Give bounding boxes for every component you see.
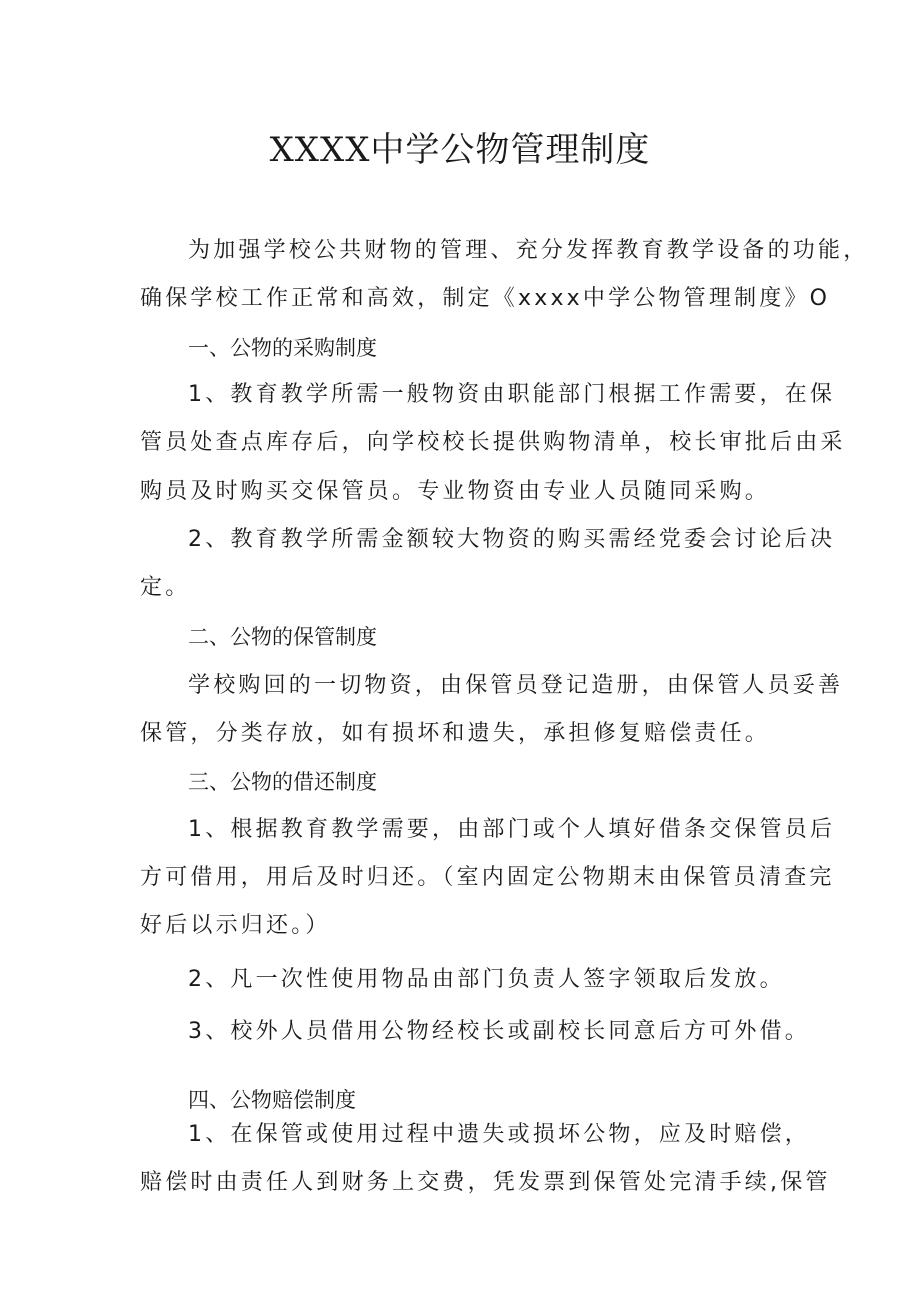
section1-item1-line-1: 1、教育教学所需一般物资由职能部门根据工作需要，在保 [188,382,836,407]
section2-para-line-2: 保管，分类存放，如有损坏和遗失，承担修复赔偿责任。 [140,721,771,746]
section3-item1-line-2: 方可借用，用后及时归还。（室内固定公物期末由保管员清查完 [140,865,835,890]
section4-item1-line-1: 1、在保管或使用过程中遗失或损坏公物，应及时赔偿， [188,1122,810,1147]
document-title: XXXX中学公物管理制度 [269,130,651,170]
intro-line-1: 为加强学校公共财物的管理、充分发挥教育教学设备的功能， [188,238,869,263]
section1-item2-line-2: 定。 [140,575,191,600]
section3-item3: 3、校外人员借用公物经校长或副校长同意后方可外借。 [188,1019,810,1044]
section4-item1-line-2: 赔偿时由责任人到财务上交费，凭发票到保管处完清手续,保管 [140,1170,831,1195]
intro-line-2: 确保学校工作正常和高效，制定《xxxx中学公物管理制度》O [140,286,831,311]
section3-item1-line-3: 好后以示归还。） [140,913,331,938]
section2-para-line-1: 学校购回的一切物资，由保管员登记造册，由保管人员妥善 [188,673,844,698]
section3-item2: 2、凡一次性使用物品由部门负责人签字领取后发放。 [188,967,785,992]
section3-item1-line-1: 1、根据教育教学需要，由部门或个人填好借条交保管员后 [188,817,836,842]
section1-item2-line-1: 2、教育教学所需金额较大物资的购买需经党委会讨论后决 [188,527,836,552]
section-heading-1: 一、公物的采购制度 [188,336,377,360]
section1-item1-line-2: 管员处查点库存后，向学校校长提供购物清单，校长审批后由采 [140,430,846,455]
section-heading-3: 三、公物的借还制度 [188,770,377,794]
section-heading-4: 四、公物赔偿制度 [188,1088,356,1112]
section1-item1-line-3: 购员及时购买交保管员。专业物资由专业人员随同采购。 [140,479,771,504]
section-heading-2: 二、公物的保管制度 [188,625,377,649]
